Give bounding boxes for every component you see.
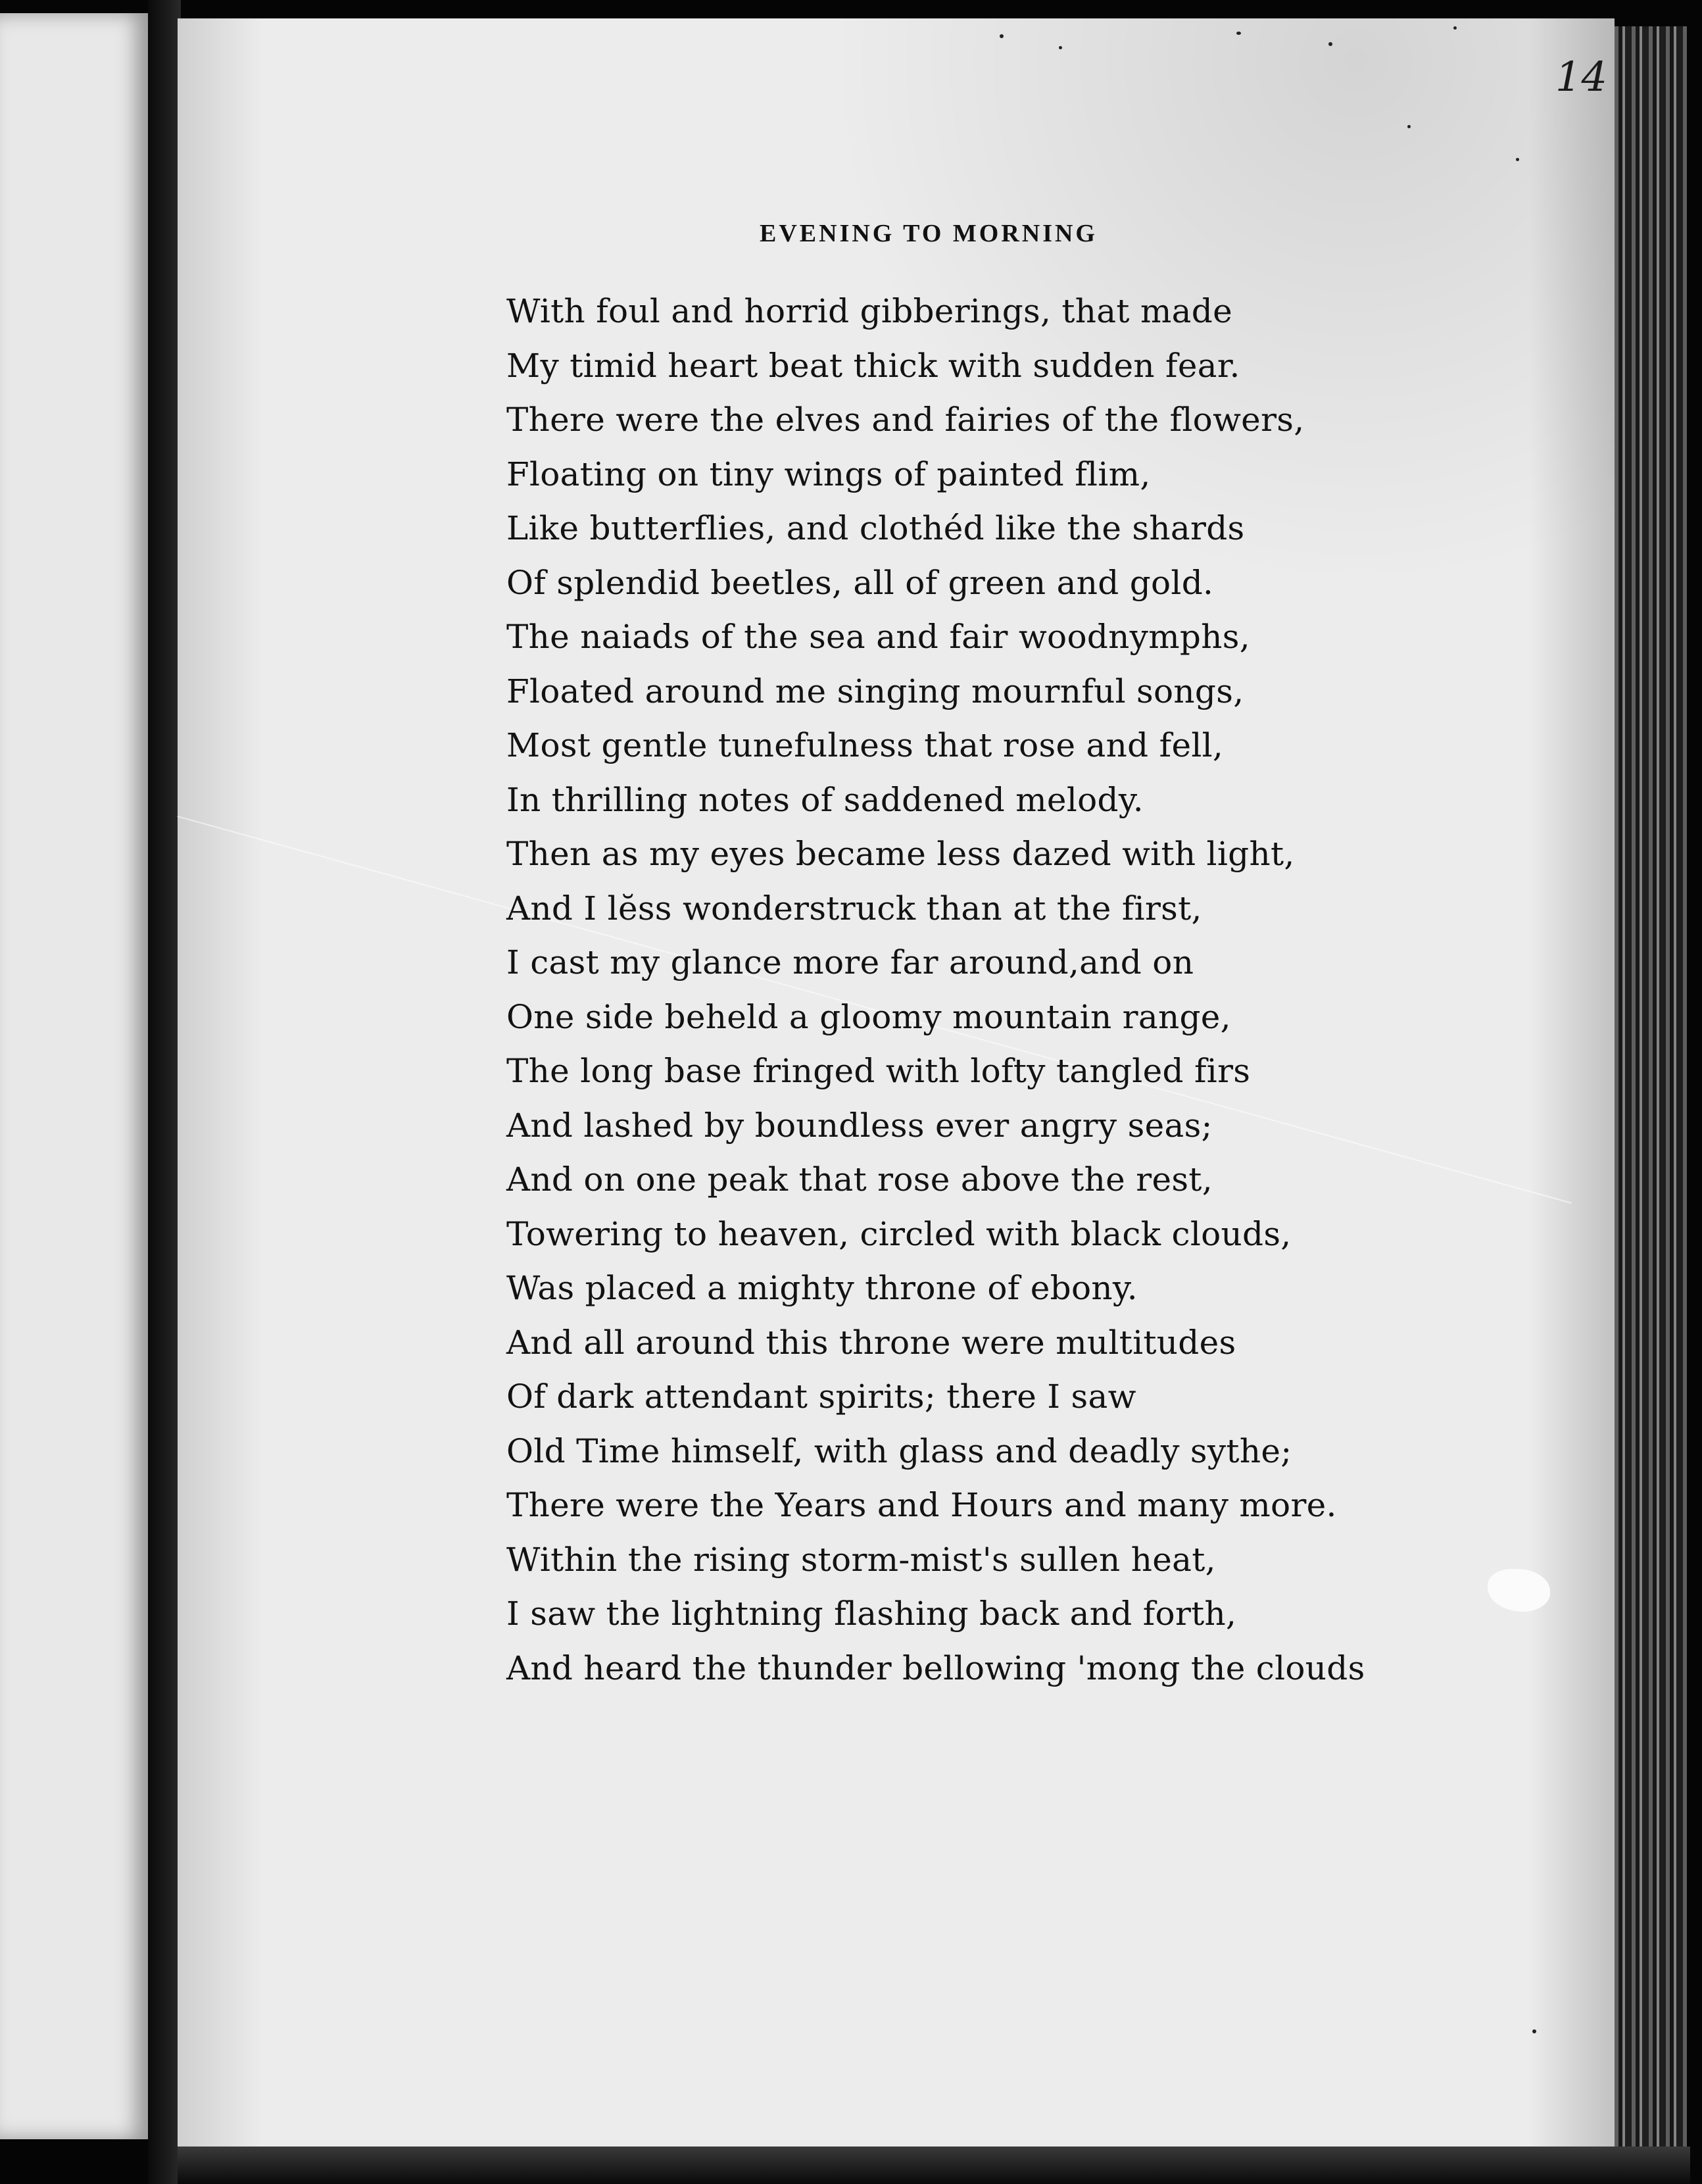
poem-line: Of splendid beetles, all of green and gold.	[506, 563, 1214, 602]
poem-line: In thrilling notes of saddened melody.	[506, 780, 1144, 819]
poem-line: Floated around me singing mournful songs,	[506, 672, 1244, 710]
poem-line: Floating on tiny wings of painted flim,	[506, 455, 1151, 493]
poem-line: Most gentle tunefulness that rose and fell,	[506, 726, 1224, 764]
ink-speck	[1516, 158, 1519, 161]
facing-page-edge	[0, 13, 148, 2139]
poem-line: The naiads of the sea and fair woodnymphs,	[506, 618, 1250, 656]
ink-speck	[1407, 125, 1411, 128]
poem-line: And heard the thunder bellowing 'mong the clouds	[506, 1649, 1365, 1687]
poem-line: Within the rising storm-mist's sullen heat,	[506, 1540, 1216, 1579]
poem-line: Was placed a mighty throne of ebony.	[506, 1269, 1138, 1307]
poem-line: There were the Years and Hours and many more.	[506, 1486, 1337, 1524]
poem-line: My timid heart beat thick with sudden fear.	[506, 346, 1240, 385]
poem-line: One side beheld a gloomy mountain range,	[506, 997, 1231, 1036]
poem-line: And all around this throne were multitudes	[506, 1323, 1236, 1362]
ink-speck	[1532, 2029, 1536, 2033]
page-edge-stack	[1615, 26, 1687, 2158]
poem-line: And on one peak that rose above the rest,	[506, 1160, 1213, 1199]
poem-line: Like butterflies, and clothéd like the shards	[506, 509, 1245, 547]
poem-line: The long base fringed with lofty tangled firs	[506, 1052, 1251, 1090]
ink-speck	[1059, 46, 1062, 49]
poem-line: I saw the lightning flashing back and forth,	[506, 1595, 1237, 1633]
poem-line: Old Time himself, with glass and deadly sythe;	[506, 1431, 1292, 1470]
running-head: EVENING TO MORNING	[760, 220, 1098, 247]
ink-speck	[1000, 34, 1004, 38]
poem-line: There were the elves and fairies of the flowers,	[506, 401, 1305, 439]
poem-line: Then as my eyes became less dazed with light,	[506, 835, 1295, 873]
poem-line: Of dark attendant spirits; there I saw	[506, 1377, 1136, 1416]
poem-line: With foul and horrid gibberings, that made	[506, 292, 1232, 330]
ink-speck	[1236, 32, 1241, 35]
poem-line: I cast my glance more far around,and on	[506, 943, 1194, 981]
poem-line: And I lĕss wonderstruck than at the first,	[506, 889, 1202, 928]
ink-speck	[1453, 26, 1457, 30]
page-number: 14	[1555, 53, 1607, 101]
poem-text	[506, 284, 1480, 1695]
poem-line: And lashed by boundless ever angry seas;	[506, 1106, 1213, 1145]
ink-speck	[1328, 42, 1332, 46]
binding-gutter	[148, 0, 181, 2184]
page-bottom-edge	[178, 2147, 1690, 2184]
poem-line: Towering to heaven, circled with black clouds,	[506, 1214, 1292, 1253]
